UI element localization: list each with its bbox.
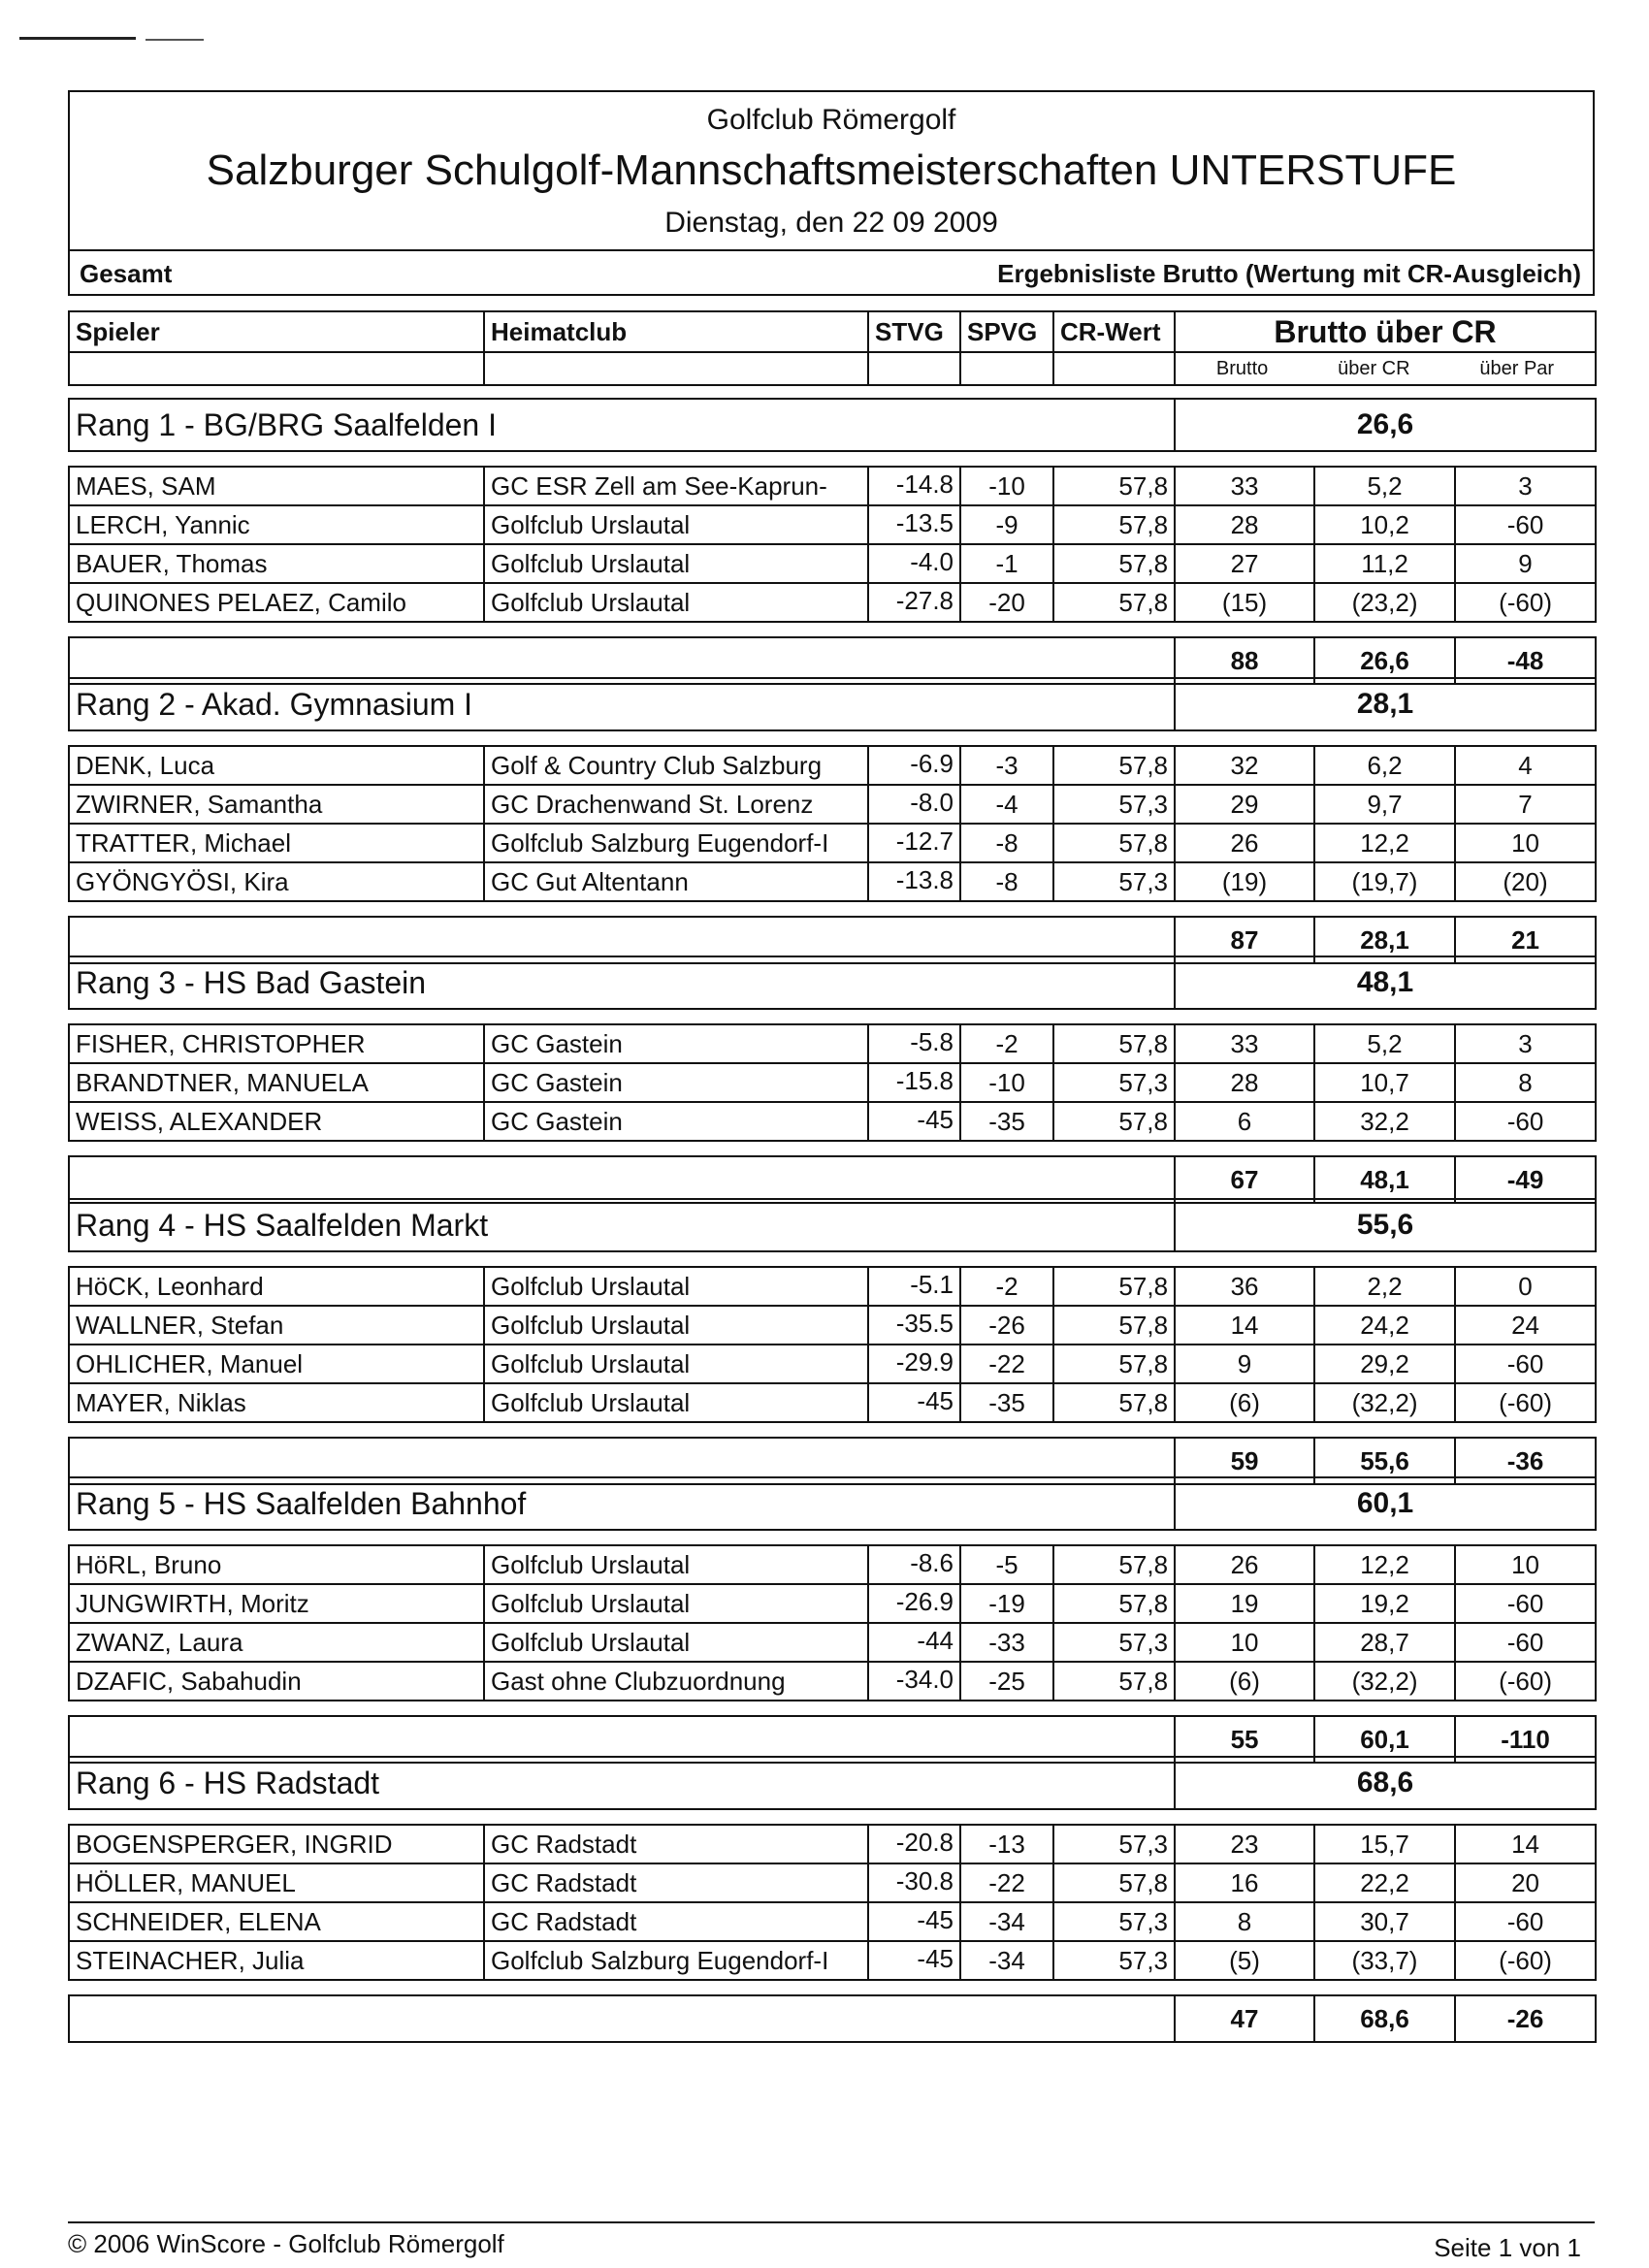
col-crwert: CR-Wert <box>1053 311 1175 352</box>
player-stvg: -44 <box>868 1623 960 1662</box>
player-name: BRANDTNER, MANUELA <box>69 1063 484 1102</box>
player-brutto: 29 <box>1175 785 1314 824</box>
player-stvg: -6.9 <box>868 746 960 785</box>
player-name: DENK, Luca <box>69 746 484 785</box>
player-stvg: -45 <box>868 1902 960 1941</box>
footer-copyright: © 2006 WinScore - Golfclub Römergolf <box>68 2229 504 2258</box>
total-ueber-par: -36 <box>1455 1438 1596 1484</box>
player-stvg: -4.0 <box>868 544 960 583</box>
player-stvg: -8.0 <box>868 785 960 824</box>
player-spvg: -34 <box>960 1941 1053 1980</box>
player-cr-wert: 57,8 <box>1053 544 1175 583</box>
divider <box>70 249 1593 251</box>
player-spvg: -33 <box>960 1623 1053 1662</box>
player-club: GC Drachenwand St. Lorenz <box>484 785 868 824</box>
player-club: GC Radstadt <box>484 1902 868 1941</box>
player-cr-wert: 57,8 <box>1053 1345 1175 1383</box>
player-club: Golfclub Urslautal <box>484 1545 868 1584</box>
team-title: Rang 5 - HS Saalfelden Bahnhof <box>69 1477 1175 1530</box>
player-name: QUINONES PELAEZ, Camilo <box>69 583 484 622</box>
team-group <box>68 1198 1597 1485</box>
player-spvg: -2 <box>960 1267 1053 1306</box>
player-ueber-par: (20) <box>1455 862 1596 901</box>
player-ueber-par: -60 <box>1455 1902 1596 1941</box>
table-row <box>69 544 1596 583</box>
player-brutto: 16 <box>1175 1863 1314 1902</box>
club-name: Golfclub Römergolf <box>706 104 956 136</box>
player-ueber-cr: (23,2) <box>1314 583 1455 622</box>
player-name: MAYER, Niklas <box>69 1383 484 1422</box>
player-cr-wert: 57,8 <box>1053 1584 1175 1623</box>
player-brutto: 27 <box>1175 544 1314 583</box>
player-brutto: 19 <box>1175 1584 1314 1623</box>
scan-mark <box>19 37 136 40</box>
player-name: LERCH, Yannic <box>69 505 484 544</box>
team-title: Rang 3 - HS Bad Gastein <box>69 956 1175 1009</box>
player-ueber-par: -60 <box>1455 1623 1596 1662</box>
player-spvg: -2 <box>960 1024 1053 1063</box>
player-club: GC Radstadt <box>484 1863 868 1902</box>
player-cr-wert: 57,8 <box>1053 1662 1175 1701</box>
player-club: GC ESR Zell am See-Kaprun- <box>484 467 868 505</box>
player-brutto: 26 <box>1175 1545 1314 1584</box>
column-header-table <box>68 310 1597 386</box>
player-spvg: -1 <box>960 544 1053 583</box>
team-group <box>68 1756 1597 2043</box>
player-stvg: -14.8 <box>868 467 960 505</box>
player-cr-wert: 57,8 <box>1053 824 1175 862</box>
player-cr-wert: 57,3 <box>1053 785 1175 824</box>
player-club: Golfclub Urslautal <box>484 1267 868 1306</box>
player-ueber-cr: 9,7 <box>1314 785 1455 824</box>
total-brutto: 67 <box>1175 1156 1314 1203</box>
sub-ueber-par: über Par <box>1479 357 1555 379</box>
col-heimatclub: Heimatclub <box>484 311 868 352</box>
player-ueber-par: 10 <box>1455 1545 1596 1584</box>
table-row <box>69 1063 1596 1102</box>
player-brutto: (15) <box>1175 583 1314 622</box>
table-row <box>69 1662 1596 1701</box>
player-ueber-par: -60 <box>1455 1584 1596 1623</box>
player-club: Golfclub Salzburg Eugendorf-I <box>484 824 868 862</box>
player-cr-wert: 57,3 <box>1053 1825 1175 1863</box>
player-ueber-par: 3 <box>1455 467 1596 505</box>
player-brutto: 32 <box>1175 746 1314 785</box>
player-ueber-cr: 19,2 <box>1314 1584 1455 1623</box>
player-stvg: -45 <box>868 1102 960 1141</box>
event-date: Dienstag, den 22 09 2009 <box>664 207 998 239</box>
player-ueber-cr: 10,2 <box>1314 505 1455 544</box>
player-ueber-cr: 12,2 <box>1314 1545 1455 1584</box>
table-row <box>69 1306 1596 1345</box>
player-cr-wert: 57,8 <box>1053 1383 1175 1422</box>
table-row <box>69 1345 1596 1383</box>
player-ueber-cr: 30,7 <box>1314 1902 1455 1941</box>
player-stvg: -26.9 <box>868 1584 960 1623</box>
player-ueber-cr: 6,2 <box>1314 746 1455 785</box>
player-ueber-par: -60 <box>1455 505 1596 544</box>
player-spvg: -10 <box>960 467 1053 505</box>
table-row <box>69 785 1596 824</box>
total-ueber-par: -26 <box>1455 1995 1596 2042</box>
player-name: DZAFIC, Sabahudin <box>69 1662 484 1701</box>
player-brutto: (6) <box>1175 1383 1314 1422</box>
player-ueber-par: -60 <box>1455 1102 1596 1141</box>
player-stvg: -29.9 <box>868 1345 960 1383</box>
player-club: Golfclub Urslautal <box>484 505 868 544</box>
player-name: GYÖNGYÖSI, Kira <box>69 862 484 901</box>
player-spvg: -26 <box>960 1306 1053 1345</box>
player-brutto: 6 <box>1175 1102 1314 1141</box>
player-club: Golfclub Urslautal <box>484 1345 868 1383</box>
player-name: SCHNEIDER, ELENA <box>69 1902 484 1941</box>
table-row <box>69 1545 1596 1584</box>
player-ueber-par: (-60) <box>1455 1662 1596 1701</box>
player-spvg: -35 <box>960 1383 1053 1422</box>
player-club: GC Radstadt <box>484 1825 868 1863</box>
player-brutto: 36 <box>1175 1267 1314 1306</box>
table-row <box>69 1383 1596 1422</box>
player-brutto: 33 <box>1175 467 1314 505</box>
player-ueber-cr: 2,2 <box>1314 1267 1455 1306</box>
player-ueber-cr: (32,2) <box>1314 1662 1455 1701</box>
total-brutto: 88 <box>1175 637 1314 684</box>
col-spvg: SPVG <box>960 311 1053 352</box>
player-spvg: -22 <box>960 1863 1053 1902</box>
team-group <box>68 677 1597 964</box>
player-spvg: -22 <box>960 1345 1053 1383</box>
player-name: ZWANZ, Laura <box>69 1623 484 1662</box>
total-brutto: 55 <box>1175 1716 1314 1763</box>
player-club: GC Gastein <box>484 1102 868 1141</box>
player-brutto: 9 <box>1175 1345 1314 1383</box>
player-ueber-cr: 10,7 <box>1314 1063 1455 1102</box>
total-ueber-par: -49 <box>1455 1156 1596 1203</box>
col-stvg: STVG <box>868 311 960 352</box>
player-ueber-cr: (19,7) <box>1314 862 1455 901</box>
player-name: WEISS, ALEXANDER <box>69 1102 484 1141</box>
document-header <box>68 90 1595 296</box>
player-brutto: 26 <box>1175 824 1314 862</box>
list-title: Ergebnisliste Brutto (Wertung mit CR-Ausgleich) <box>997 259 1581 288</box>
player-name: TRATTER, Michael <box>69 824 484 862</box>
player-spvg: -25 <box>960 1662 1053 1701</box>
team-title: Rang 2 - Akad. Gymnasium I <box>69 678 1175 730</box>
player-stvg: -8.6 <box>868 1545 960 1584</box>
player-cr-wert: 57,8 <box>1053 505 1175 544</box>
player-cr-wert: 57,3 <box>1053 1623 1175 1662</box>
player-ueber-par: 7 <box>1455 785 1596 824</box>
scan-mark <box>146 39 204 41</box>
player-name: BOGENSPERGER, INGRID <box>69 1825 484 1863</box>
team-score: 68,6 <box>1175 1757 1596 1809</box>
player-club: Golfclub Urslautal <box>484 1584 868 1623</box>
total-ueber-cr: 68,6 <box>1314 1995 1455 2042</box>
total-ueber-cr: 55,6 <box>1314 1438 1455 1484</box>
player-stvg: -15.8 <box>868 1063 960 1102</box>
total-ueber-par: -110 <box>1455 1716 1596 1763</box>
player-ueber-par: (-60) <box>1455 1383 1596 1422</box>
player-spvg: -10 <box>960 1063 1053 1102</box>
table-row <box>69 1902 1596 1941</box>
footer-divider <box>68 2221 1595 2223</box>
player-stvg: -13.8 <box>868 862 960 901</box>
total-ueber-cr: 26,6 <box>1314 637 1455 684</box>
team-title: Rang 6 - HS Radstadt <box>69 1757 1175 1809</box>
table-row <box>69 1863 1596 1902</box>
player-name: FISHER, CHRISTOPHER <box>69 1024 484 1063</box>
player-club: Golfclub Urslautal <box>484 544 868 583</box>
player-spvg: -9 <box>960 505 1053 544</box>
player-brutto: (19) <box>1175 862 1314 901</box>
player-ueber-cr: 32,2 <box>1314 1102 1455 1141</box>
player-name: JUNGWIRTH, Moritz <box>69 1584 484 1623</box>
player-ueber-cr: 5,2 <box>1314 1024 1455 1063</box>
player-club: Golfclub Salzburg Eugendorf-I <box>484 1941 868 1980</box>
player-brutto: 8 <box>1175 1902 1314 1941</box>
total-brutto: 59 <box>1175 1438 1314 1484</box>
player-name: ZWIRNER, Samantha <box>69 785 484 824</box>
total-ueber-par: 21 <box>1455 917 1596 963</box>
player-club: Gast ohne Clubzuordnung <box>484 1662 868 1701</box>
table-row <box>69 1623 1596 1662</box>
player-spvg: -35 <box>960 1102 1053 1141</box>
team-score: 48,1 <box>1175 956 1596 1009</box>
player-ueber-cr: 28,7 <box>1314 1623 1455 1662</box>
player-brutto: 14 <box>1175 1306 1314 1345</box>
player-name: HÖLLER, MANUEL <box>69 1863 484 1902</box>
player-ueber-par: 8 <box>1455 1063 1596 1102</box>
col-brutto-ueber-cr: Brutto über CR <box>1175 311 1596 352</box>
player-name: HöCK, Leonhard <box>69 1267 484 1306</box>
player-stvg: -27.8 <box>868 583 960 622</box>
player-club: Golfclub Urslautal <box>484 583 868 622</box>
player-name: STEINACHER, Julia <box>69 1941 484 1980</box>
player-ueber-par: 0 <box>1455 1267 1596 1306</box>
player-stvg: -45 <box>868 1383 960 1422</box>
team-score: 55,6 <box>1175 1199 1596 1251</box>
player-cr-wert: 57,8 <box>1053 467 1175 505</box>
subheader-row <box>1175 352 1596 385</box>
player-stvg: -5.1 <box>868 1267 960 1306</box>
player-club: GC Gastein <box>484 1024 868 1063</box>
player-club: Golfclub Urslautal <box>484 1623 868 1662</box>
player-ueber-par: 10 <box>1455 824 1596 862</box>
player-ueber-cr: 24,2 <box>1314 1306 1455 1345</box>
player-ueber-par: 24 <box>1455 1306 1596 1345</box>
player-cr-wert: 57,8 <box>1053 1102 1175 1141</box>
player-club: Golfclub Urslautal <box>484 1383 868 1422</box>
player-ueber-cr: 29,2 <box>1314 1345 1455 1383</box>
team-score: 28,1 <box>1175 678 1596 730</box>
table-row <box>69 1267 1596 1306</box>
player-spvg: -34 <box>960 1902 1053 1941</box>
col-spieler: Spieler <box>69 311 484 352</box>
player-spvg: -13 <box>960 1825 1053 1863</box>
table-row <box>69 1941 1596 1980</box>
player-brutto: (6) <box>1175 1662 1314 1701</box>
player-stvg: -45 <box>868 1941 960 1980</box>
total-ueber-par: -48 <box>1455 637 1596 684</box>
player-cr-wert: 57,3 <box>1053 1063 1175 1102</box>
player-ueber-cr: 11,2 <box>1314 544 1455 583</box>
team-score: 60,1 <box>1175 1477 1596 1530</box>
table-row <box>69 505 1596 544</box>
player-ueber-par: 20 <box>1455 1863 1596 1902</box>
player-name: BAUER, Thomas <box>69 544 484 583</box>
player-cr-wert: 57,3 <box>1053 1941 1175 1980</box>
player-stvg: -12.7 <box>868 824 960 862</box>
player-club: Golfclub Urslautal <box>484 1306 868 1345</box>
player-ueber-par: 3 <box>1455 1024 1596 1063</box>
player-stvg: -30.8 <box>868 1863 960 1902</box>
player-cr-wert: 57,8 <box>1053 1024 1175 1063</box>
table-row <box>69 1102 1596 1141</box>
sub-brutto: Brutto <box>1215 357 1269 379</box>
player-cr-wert: 57,8 <box>1053 583 1175 622</box>
total-brutto: 87 <box>1175 917 1314 963</box>
sub-ueber-cr: über CR <box>1338 357 1410 379</box>
player-cr-wert: 57,8 <box>1053 1267 1175 1306</box>
player-cr-wert: 57,8 <box>1053 1863 1175 1902</box>
total-brutto: 47 <box>1175 1995 1314 2042</box>
player-ueber-cr: 22,2 <box>1314 1863 1455 1902</box>
player-spvg: -5 <box>960 1545 1053 1584</box>
table-row <box>69 1024 1596 1063</box>
table-row <box>69 1825 1596 1863</box>
player-cr-wert: 57,3 <box>1053 1902 1175 1941</box>
table-row <box>69 746 1596 785</box>
player-stvg: -13.5 <box>868 505 960 544</box>
player-ueber-par: 9 <box>1455 544 1596 583</box>
table-row <box>69 862 1596 901</box>
player-name: WALLNER, Stefan <box>69 1306 484 1345</box>
player-name: HöRL, Bruno <box>69 1545 484 1584</box>
player-name: OHLICHER, Manuel <box>69 1345 484 1383</box>
team-title: Rang 1 - BG/BRG Saalfelden I <box>69 399 1175 451</box>
player-stvg: -20.8 <box>868 1825 960 1863</box>
player-cr-wert: 57,3 <box>1053 862 1175 901</box>
player-brutto: 33 <box>1175 1024 1314 1063</box>
player-spvg: -4 <box>960 785 1053 824</box>
table-row <box>69 824 1596 862</box>
table-row <box>69 1584 1596 1623</box>
player-brutto: 10 <box>1175 1623 1314 1662</box>
total-ueber-cr: 28,1 <box>1314 917 1455 963</box>
player-ueber-par: 4 <box>1455 746 1596 785</box>
footer-page-number: Seite 1 von 1 <box>1434 2233 1581 2262</box>
team-total-row <box>69 1995 1596 2042</box>
player-ueber-cr: (32,2) <box>1314 1383 1455 1422</box>
total-ueber-cr: 48,1 <box>1314 1156 1455 1203</box>
player-club: Golf & Country Club Salzburg <box>484 746 868 785</box>
player-ueber-cr: 5,2 <box>1314 467 1455 505</box>
team-total-row <box>69 1156 1596 1203</box>
player-cr-wert: 57,8 <box>1053 1306 1175 1345</box>
total-ueber-cr: 60,1 <box>1314 1716 1455 1763</box>
player-cr-wert: 57,8 <box>1053 1545 1175 1584</box>
player-name: MAES, SAM <box>69 467 484 505</box>
player-ueber-par: (-60) <box>1455 1941 1596 1980</box>
player-brutto: 28 <box>1175 1063 1314 1102</box>
player-ueber-par: (-60) <box>1455 583 1596 622</box>
team-group <box>68 956 1597 1204</box>
player-ueber-cr: 15,7 <box>1314 1825 1455 1863</box>
player-cr-wert: 57,8 <box>1053 746 1175 785</box>
player-ueber-cr: 12,2 <box>1314 824 1455 862</box>
player-ueber-par: 14 <box>1455 1825 1596 1863</box>
team-score: 26,6 <box>1175 399 1596 451</box>
player-ueber-par: -60 <box>1455 1345 1596 1383</box>
player-spvg: -3 <box>960 746 1053 785</box>
team-group <box>68 398 1597 685</box>
player-stvg: -5.8 <box>868 1024 960 1063</box>
player-spvg: -19 <box>960 1584 1053 1623</box>
team-title: Rang 4 - HS Saalfelden Markt <box>69 1199 1175 1251</box>
player-stvg: -35.5 <box>868 1306 960 1345</box>
player-brutto: 28 <box>1175 505 1314 544</box>
player-ueber-cr: (33,7) <box>1314 1941 1455 1980</box>
player-brutto: 23 <box>1175 1825 1314 1863</box>
team-group <box>68 1476 1597 1764</box>
player-spvg: -8 <box>960 824 1053 862</box>
player-brutto: (5) <box>1175 1941 1314 1980</box>
player-spvg: -8 <box>960 862 1053 901</box>
player-club: GC Gut Altentann <box>484 862 868 901</box>
table-row <box>69 583 1596 622</box>
player-club: GC Gastein <box>484 1063 868 1102</box>
section-label: Gesamt <box>80 259 173 288</box>
player-spvg: -20 <box>960 583 1053 622</box>
page-title: Salzburger Schulgolf-Mannschaftsmeisterschaften UNTERSTUFE <box>206 146 1457 194</box>
table-row <box>69 467 1596 505</box>
player-stvg: -34.0 <box>868 1662 960 1701</box>
